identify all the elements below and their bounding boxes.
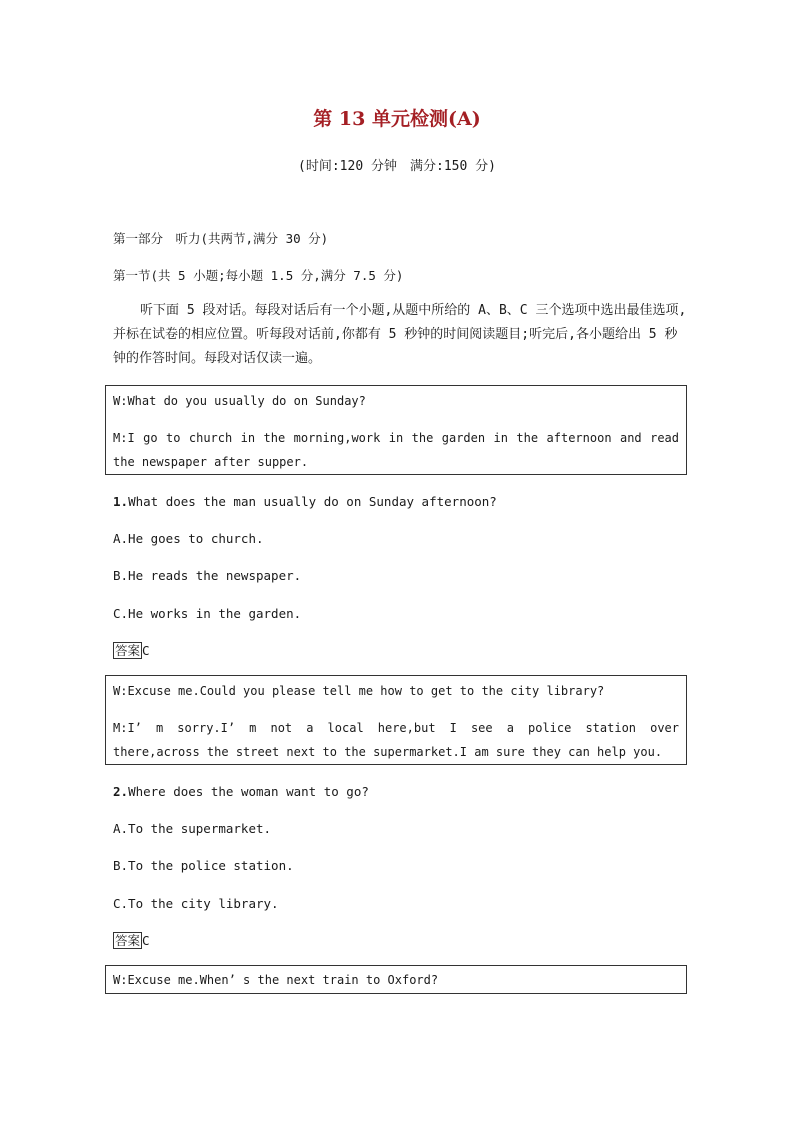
dialogue-box [105, 385, 687, 475]
option-c: C.To the city library. [113, 896, 279, 911]
answer [113, 642, 150, 659]
question-stem [113, 784, 369, 799]
answer-value: C [142, 643, 150, 658]
option-a: A.To the supermarket. [113, 821, 272, 836]
dialogue-woman: W:Excuse me.Could you please tell me how to get to the city library? [113, 684, 605, 698]
option-b: B.He reads the newspaper. [113, 568, 302, 583]
dialogue-box [105, 965, 687, 994]
question-number: 1. [113, 494, 129, 509]
question-number: 2. [113, 784, 129, 799]
question-text: Where does the woman want to go? [128, 784, 369, 799]
answer-value: C [142, 933, 150, 948]
question-stem [113, 494, 497, 509]
dialogue-box [105, 675, 687, 765]
section-title: 第一节(共 5 小题;每小题 1.5 分,满分 7.5 分) [113, 268, 404, 283]
answer-label: 答案 [115, 643, 141, 658]
question-text: What does the man usually do on Sunday afternoon? [128, 494, 497, 509]
option-a: A.He goes to church. [113, 531, 264, 546]
part-title: 第一部分 听力(共两节,满分 30 分) [113, 231, 329, 246]
dialogue-man: M:I go to church in the morning,work in the garden in the afternoon and read the newspaper after supper. [113, 431, 679, 469]
answer-label: 答案 [115, 933, 141, 948]
dialogue-woman: W:What do you usually do on Sunday? [113, 394, 366, 408]
page-title: 第 13 单元检测(A) [313, 108, 481, 130]
page-subtitle: (时间:120 分钟 满分:150 分) [298, 159, 496, 174]
instructions: 听下面 5 段对话。每段对话后有一个小题,从题中所给的 A、B、C 三个选项中选出最佳选项,并标在试卷的相应位置。听每段对话前,你都有 5 秒钟的时间阅读题目;听完后,各小题给出 5 秒钟的作答时间。每段对话仅读一遍。 [113, 303, 687, 366]
answer [113, 932, 150, 949]
dialogue-woman: W:Excuse me.When’ s the next train to Oxford? [113, 973, 439, 987]
option-c: C.He works in the garden. [113, 606, 302, 621]
option-b: B.To the police station. [113, 858, 294, 873]
dialogue-man: M:I’ m sorry.I’ m not a local here,but I see a police station over there,across the street next to the supermarket.I am sure they can help you. [113, 721, 679, 759]
